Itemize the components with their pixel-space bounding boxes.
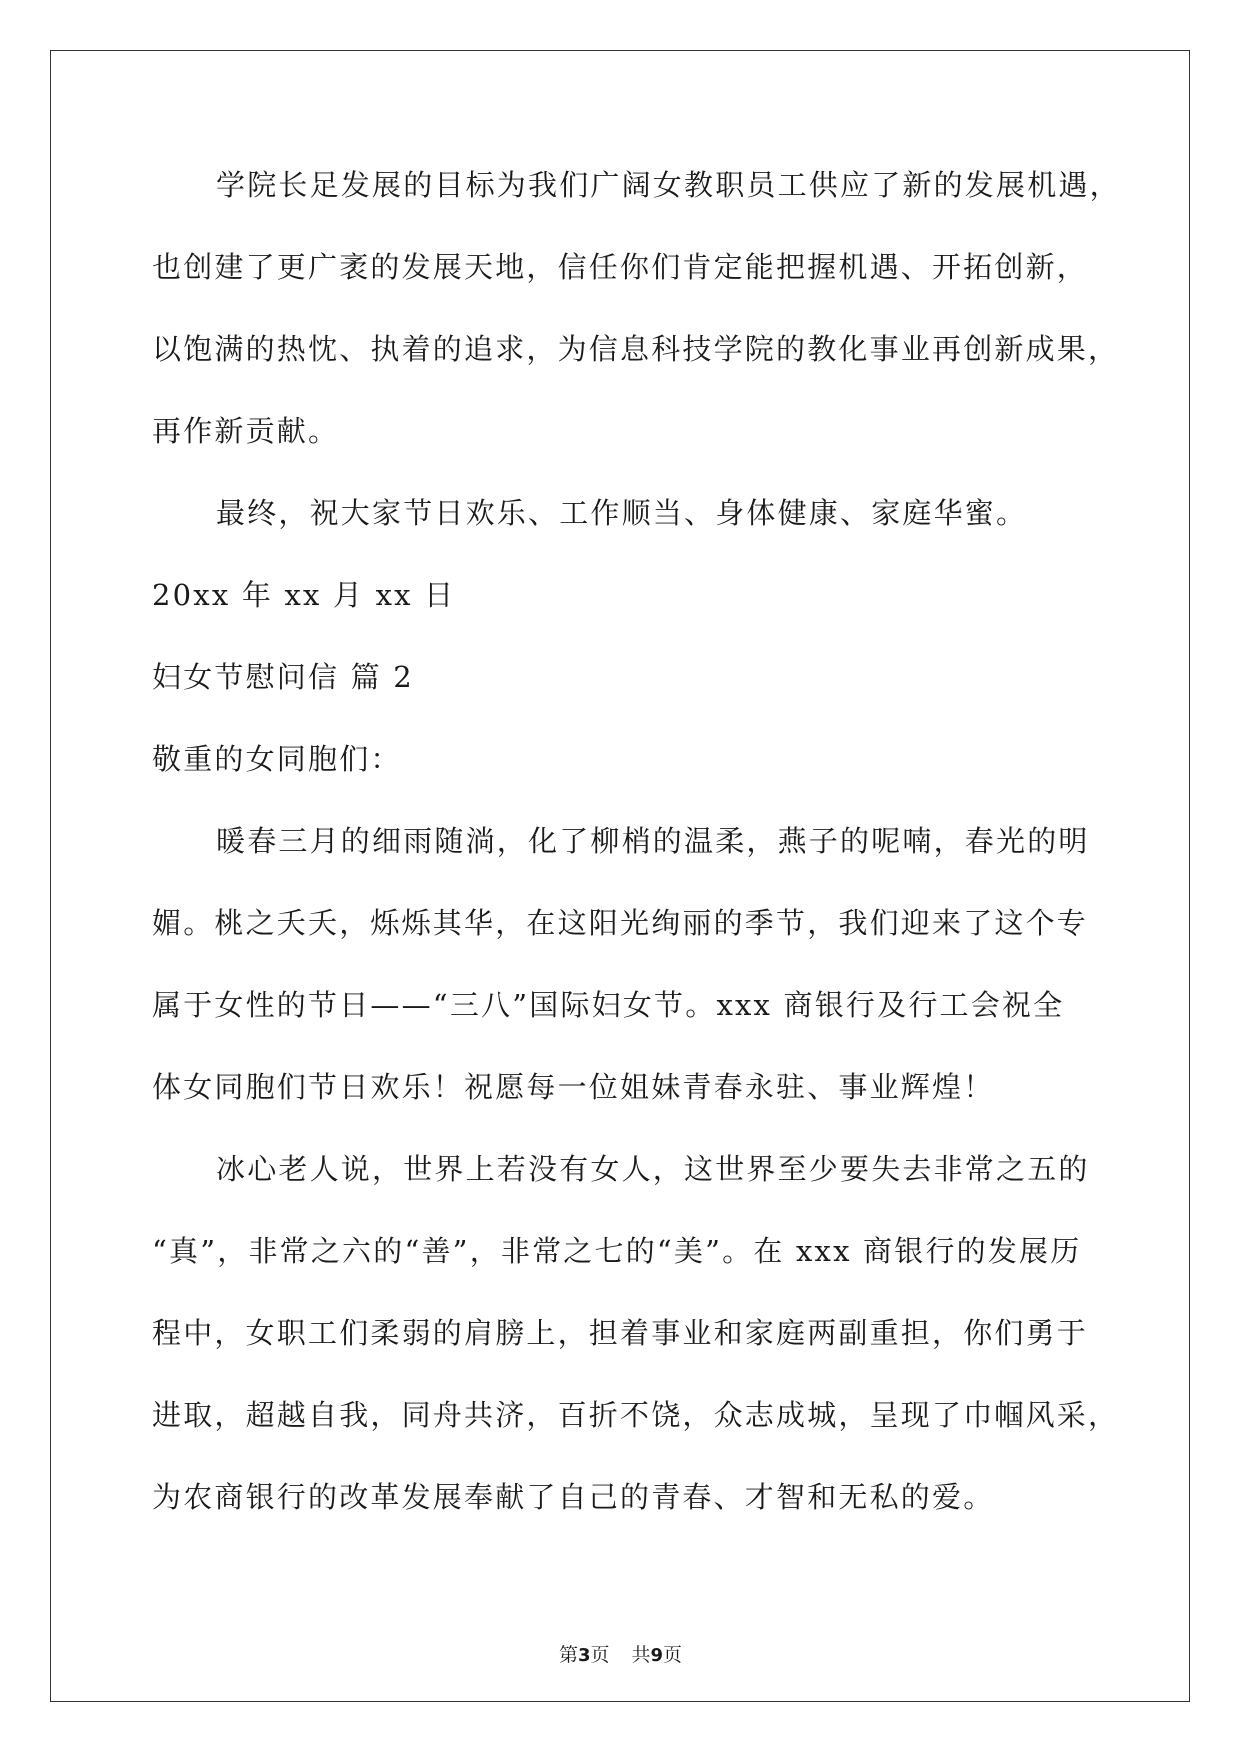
total-suffix: 页 [663, 1644, 683, 1666]
page-prefix: 第 [558, 1644, 578, 1666]
paragraph-line: 体女同胞们节日欢乐！祝愿每一位姐妹青春永驻、事业辉煌！ [152, 1070, 995, 1104]
paragraph-line: 进取，超越自我，同舟共济，百折不饶，众志成城，呈现了巾帼风采， [152, 1398, 1120, 1432]
paragraph-line: 以饱满的热忱、执着的追求，为信息科技学院的教化事业再创新成果， [152, 332, 1120, 366]
date-line: 20xx 年 xx 月 xx 日 [152, 578, 456, 612]
paragraph-line: 属于女性的节日——“三八”国际妇女节。xxx 商银行及行工会祝全 [152, 988, 1065, 1022]
paragraph-line: 学院长足发展的目标为我们广阔女教职员工供应了新的发展机遇， [216, 168, 1121, 202]
paragraph-line: 冰心老人说，世界上若没有女人，这世界至少要失去非常之五的 [216, 1152, 1090, 1186]
salutation: 敬重的女同胞们： [152, 742, 402, 776]
page-suffix: 页 [590, 1644, 610, 1666]
page-footer [0, 1640, 1241, 1667]
page-total: 9 [650, 1645, 664, 1666]
closing-wishes: 最终，祝大家节日欢乐、工作顺当、身体健康、家庭华蜜。 [216, 496, 1028, 530]
paragraph-line: 为农商银行的改革发展奉献了自己的青春、才智和无私的爱。 [152, 1480, 995, 1514]
paragraph-line: 媚。桃之夭夭，烁烁其华，在这阳光绚丽的季节，我们迎来了这个专 [152, 906, 1089, 940]
document-body [152, 160, 1121, 1554]
paragraph-line: 再作新贡献。 [152, 414, 340, 448]
paragraph-line: 暖春三月的细雨随淌，化了柳梢的温柔，燕子的呢喃，春光的明 [216, 824, 1090, 858]
page-number: 3 [577, 1645, 591, 1666]
paragraph-line: 也创建了更广袤的发展天地，信任你们肯定能把握机遇、开拓创新， [152, 250, 1089, 284]
paragraph-line: 程中，女职工们柔弱的肩膀上，担着事业和家庭两副重担，你们勇于 [152, 1316, 1089, 1350]
paragraph-line: “真”，非常之六的“善”，非常之七的“美”。在 xxx 商银行的发展历 [152, 1234, 1082, 1268]
total-prefix: 共 [631, 1644, 651, 1666]
section-title: 妇女节慰问信 篇 2 [152, 660, 414, 694]
